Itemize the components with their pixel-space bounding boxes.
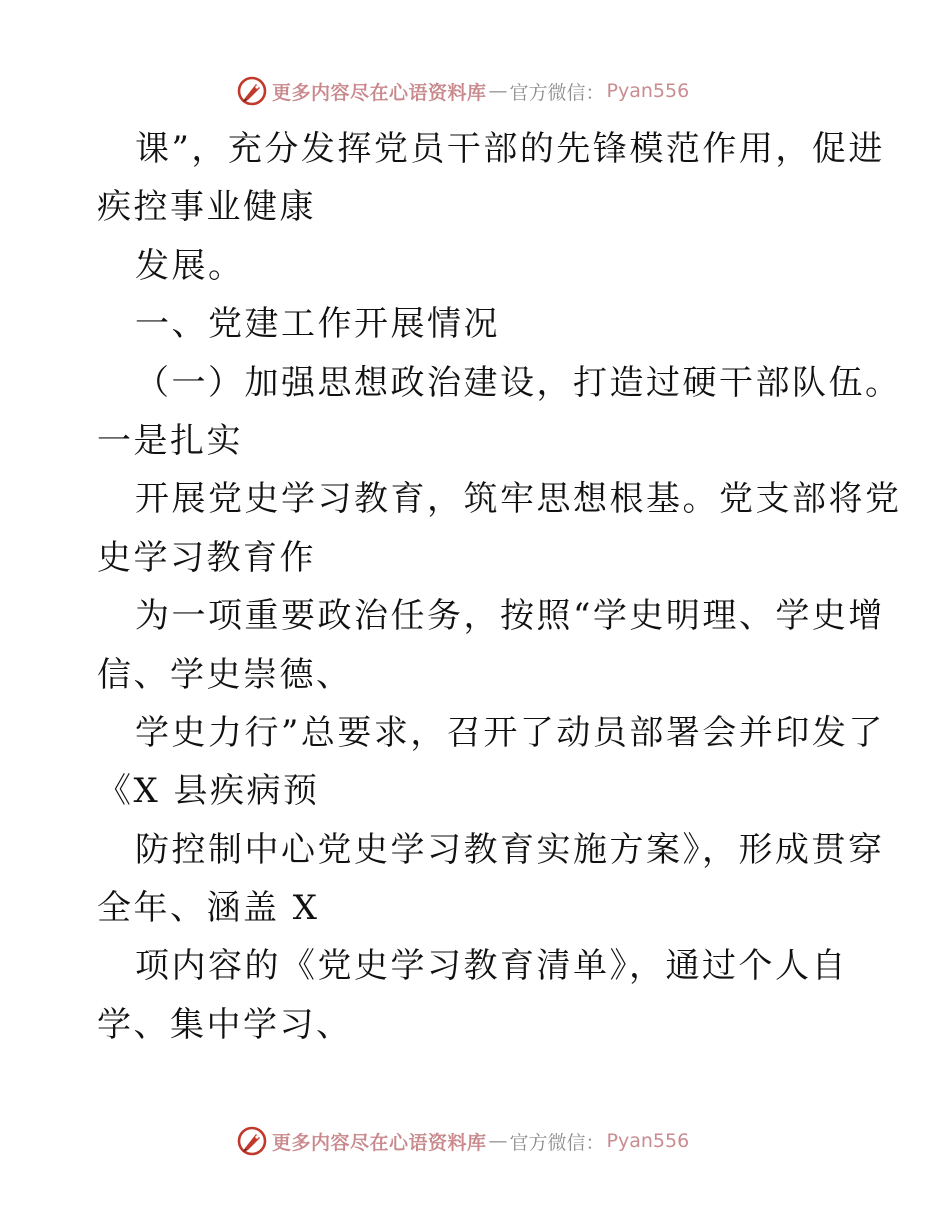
watermark-site-text: 更多内容尽在心语资料库 xyxy=(272,1131,487,1154)
document-line: 项内容的《党史学习教育清单》，通过个人自 xyxy=(135,946,848,987)
footer-watermark xyxy=(236,1124,689,1158)
header-watermark xyxy=(236,74,689,108)
document-body xyxy=(97,120,902,1054)
watermark-wechat-id: Pyan556 xyxy=(606,1130,690,1152)
watermark-dash: — xyxy=(488,1130,508,1152)
document-line: 发展。 xyxy=(135,245,245,286)
document-line: 防控制中心党史学习教育实施方案》，形成贯穿 xyxy=(135,829,885,870)
document-line: 全年、涵盖 X xyxy=(97,888,320,929)
document-line: 课”，充分发挥党员干部的先锋模范作用，促进 xyxy=(135,129,885,169)
watermark-dash: — xyxy=(488,80,508,102)
document-line: 史学习教育作 xyxy=(97,537,316,578)
document-line: 开展党史学习教育，筑牢思想根基。党支部将党 xyxy=(135,479,902,520)
document-line: 一、党建工作开展情况 xyxy=(135,304,500,345)
document-line: 学、集中学习、 xyxy=(97,1004,353,1045)
document-line: 学史力行”总要求，召开了动员部署会并印发了 xyxy=(135,712,885,753)
document-line: 《X 县疾病预 xyxy=(97,771,320,812)
watermark-site-text: 更多内容尽在心语资料库 xyxy=(272,81,487,104)
watermark-wechat-id: Pyan556 xyxy=(606,80,690,102)
pen-nib-circle-icon xyxy=(236,75,268,107)
document-line: 一是扎实 xyxy=(97,420,243,461)
document-line: （一）加强思想政治建设，打造过硬干部队伍。 xyxy=(135,362,902,403)
watermark-wechat-label: 官方微信： xyxy=(509,81,605,104)
document-line: 为一项重要政治任务，按照“学史明理、学史增 xyxy=(135,596,885,637)
document-line: 信、学史崇德、 xyxy=(97,654,353,695)
document-line: 疾控事业健康 xyxy=(97,187,316,228)
pen-nib-circle-icon xyxy=(236,1125,268,1157)
watermark-wechat-label: 官方微信： xyxy=(509,1131,605,1154)
